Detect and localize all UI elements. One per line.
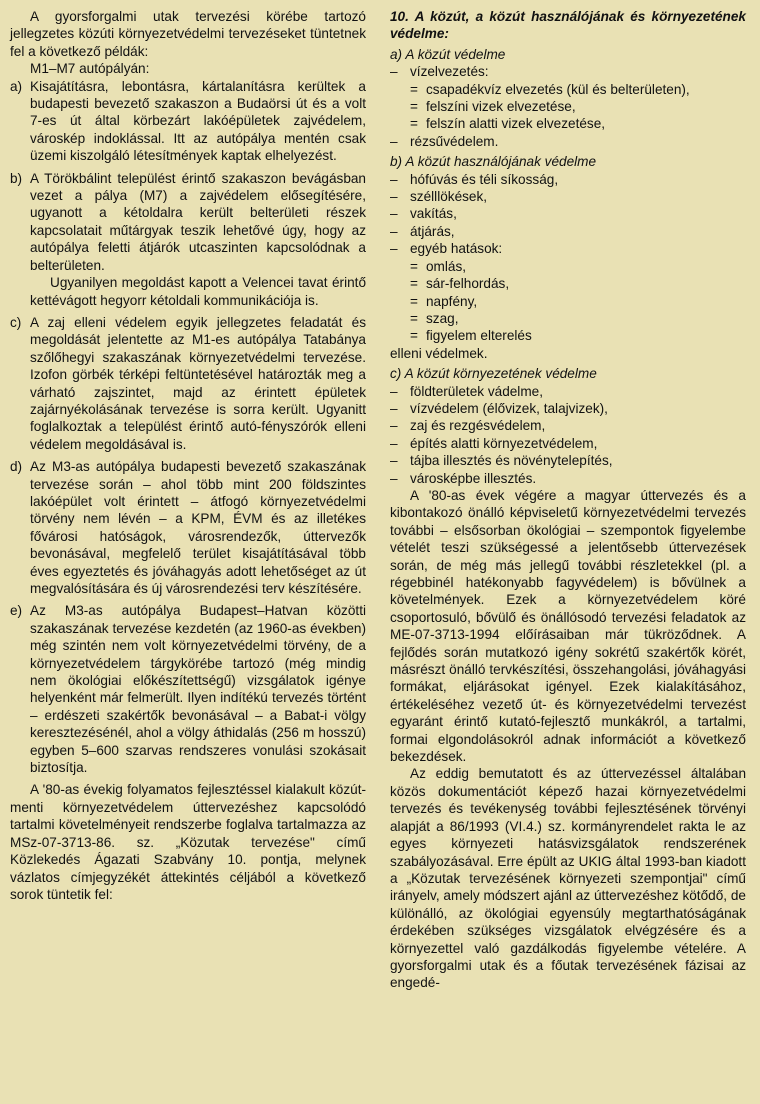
list-item: – tájba illesztés és növénytelepítés, xyxy=(390,453,613,469)
intro-paragraph: A gyorsforgalmi utak tervezési körébe tartozó jellegzetes közúti környezetvédelmi tervezéseket tüntetnek fel a következő példák: xyxy=(10,9,366,59)
list-item: – vízelvezetés: xyxy=(390,64,489,80)
item-extra-text: Ugyanilyen megoldást kapott a Velencei tavat érintő kettévágott hegyorr kétoldali kommunikációja is. xyxy=(30,275,366,308)
m-heading: M1–M7 autópályán: xyxy=(30,61,150,77)
item-label: d) xyxy=(10,459,23,475)
list-item: = felszíni vizek elvezetése, xyxy=(410,99,576,115)
list-item: = csapadékvíz elvezetés (kül és belterületen), xyxy=(410,81,690,97)
list-item: – földterületek vádelme, xyxy=(390,383,543,399)
item-text: Az M3-as autópálya budapesti bevezető szakaszának tervezése során – ahol több mint 200 földszintes lakóépület volt érintett – átfogó környezetvédelmi törvény nem lévén – a KPM, ÉVM és az illetékes fővárosi hatóságok, városrendezők, úttervezők bevonásával, megfelelő terület kisajátításával több éves egyeztetés és jóváhagyás adott lehetőséget az út megvalósítására és új városrendezési terv készítésére. xyxy=(30,459,366,596)
list-item: – vízvédelem (élővizek, talajvizek), xyxy=(390,400,608,416)
list-item: – zaj és rezgésvédelem, xyxy=(390,418,546,434)
item-label: c) xyxy=(10,314,22,330)
list-item xyxy=(10,458,366,597)
paragraph-1: A '80-as évek végére a magyar úttervezés és a kibontakozó önálló képviseletű környezetvédelmi tervezés további – elsősorban ökológiai – szempontok figyelembe vételét teszi szükségessé a jelentősebb úttervezések során, de még más jellegű további részletekkel (pl. a régebbinél hatékonyabb fagyvédelem) is bővülnek a követelmények. Ezek a környezetvédelem köré csoportosuló, bővülő és önállósodó tervezési feladatok az ME-07-3713-1994 előírásaiban már tükröződnek. A fejlődés során mutatkozó igény sokrétű szakértők körét, másrészt önálló tervkészítési, összehangolási, jóváhagyási formákat, eljárásokat igényel. Ezek kialakításához, értékeléséhez vezető út- és környezetvédelmi tervezést egyaránt érintő kutató-fejlesztő munkákról, a tartalmi, formai elgondolásokról adnak információt a következő bekezdések. xyxy=(390,487,746,765)
left-column xyxy=(10,8,366,1104)
paragraph-2: Az eddig bemutatott és az úttervezéssel általában közös dokumentációt képező hazai környezetvédelmi tervezés és tevékenység további fejlesztésének törvényi alapját a 86/1993 (VI.4.) sz. kormányrendelet rakta le az egyes környezeti hatásvizsgálatok rendszerének szabályozásával. Erre épült az UKIG által 1993-ban kiadott a „Közutak tervezésének környezeti szempontjai" című irányelv, amely módszert ajánl az úttervezéshez kötődő, de különálló, az ökológiai egyensúly megtarthatóságának érdekében szükséges vizsgálatok elvégzésére és a környezettel való gazdálkodás figyelembe vételére. A gyorsforgalmi utak és a főutak tervezésének fázisai az engedé- xyxy=(390,766,746,991)
item-text: Az M3-as autópálya Budapest–Hatvan közötti szakaszának tervezése kezdetén (az 1960-as években) még szintén nem volt környezetvédelmi törvény, de a környezetvédelem tárgykörébe tartozó (még mindig nem ökológiai előkészítettségű) vizsgálatok igénye helyenként már felmerült. Ilyen indítékú tervezés történt – erdészeti szakértők bevonásával – a Babat-i völgy keresztezésénél, ahol a völgy áthidalás (256 m hosszú) egyben 5–600 szarvas rendszeres vonulási szokásait biztosítja. xyxy=(30,603,366,776)
list-item xyxy=(10,602,366,776)
list-item: – építés alatti környezetvédelem, xyxy=(390,435,598,451)
subsection-c-title: c) A közút környezetének védelme xyxy=(390,366,597,382)
item-text: A zaj elleni védelem egyik jellegzetes feladatát és megoldását jelentette az M1-es autópálya Tatabánya szőlőhegyi szakaszának környezetvédelmi tervezése. Izofon görbék térképi feltüntetésével határozták meg a várható zajszintet, majd az érintett épületek zajárnyékolásának tervezése is sorra került. Ugyanitt foglalkoztak a települést érintő autó-fényszórók elleni védelem megoldásával is. xyxy=(30,314,366,452)
list-item: = napfény, xyxy=(410,293,478,309)
section-heading: 10. A közút, a közút használójának és környezetének védelme: xyxy=(390,9,746,42)
b-end-text: elleni védelmek. xyxy=(390,345,488,361)
item-text: Kisajátításra, lebontásra, kártalanításra kerültek a budapesti bevezető szakaszon a Budaörsi út és a volt 7-es út által körbezárt lakóépületek zajvédelem, városkép indoklással. Itt az autópálya mentén csak üzemi kiszolgáló létesítmények kaptak elhelyezést. xyxy=(30,78,366,164)
right-column xyxy=(390,8,746,1104)
list-item: – hófúvás és téli síkosság, xyxy=(390,171,559,187)
list-item: – rézsűvédelem. xyxy=(390,133,499,149)
list-item xyxy=(10,314,366,453)
list-item: = figyelem elterelés xyxy=(410,328,532,344)
item-text: A Törökbálint települést érintő szakaszon bevágásban vezet a pálya (M7) a zajvédelem elősegítésére, ugyanott a kétoldalra került belterületi részek kapcsolatait műtárgyak teszik lehetővé úgy, hogy az autópálya feletti átjárók utcaszinten kapcsolódnak a belterületen. xyxy=(30,170,366,273)
item-label: a) xyxy=(10,78,23,94)
closing-paragraph: A '80-as évekig folyamatos fejlesztéssel kialakult közút-menti környezetvédelem úttervezéshez kapcsolódó tartalmi követelményeit rendszerbe foglalva tartalmazza az MSz-07-3713-86. sz. „Közutak tervezése" című Közlekedés Ágazati Szabvány 10. pontja, melynek vázlatos címjegyzékét áttekintés céljából a következő sorok tüntetik fel: xyxy=(10,782,366,902)
subsection-b-title: b) A közút használójának védelme xyxy=(390,154,597,170)
item-label: b) xyxy=(10,170,23,186)
list-item xyxy=(10,170,366,309)
list-item: = felszín alatti vizek elvezetése, xyxy=(410,116,606,132)
list-item: – szélllökések, xyxy=(390,189,488,205)
item-label: e) xyxy=(10,603,23,619)
subsection-a-title: a) A közút védelme xyxy=(390,46,506,62)
list-item: – átjárás, xyxy=(390,223,455,239)
list-item: = sár-felhordás, xyxy=(410,276,510,292)
list-item: = omlás, xyxy=(410,258,467,274)
list-item: – egyéb hatások: xyxy=(390,241,503,257)
list-item: = szag, xyxy=(410,310,459,326)
list-item: – vakítás, xyxy=(390,206,457,222)
list-item xyxy=(10,78,366,165)
list-item: – városképbe illesztés. xyxy=(390,470,537,486)
